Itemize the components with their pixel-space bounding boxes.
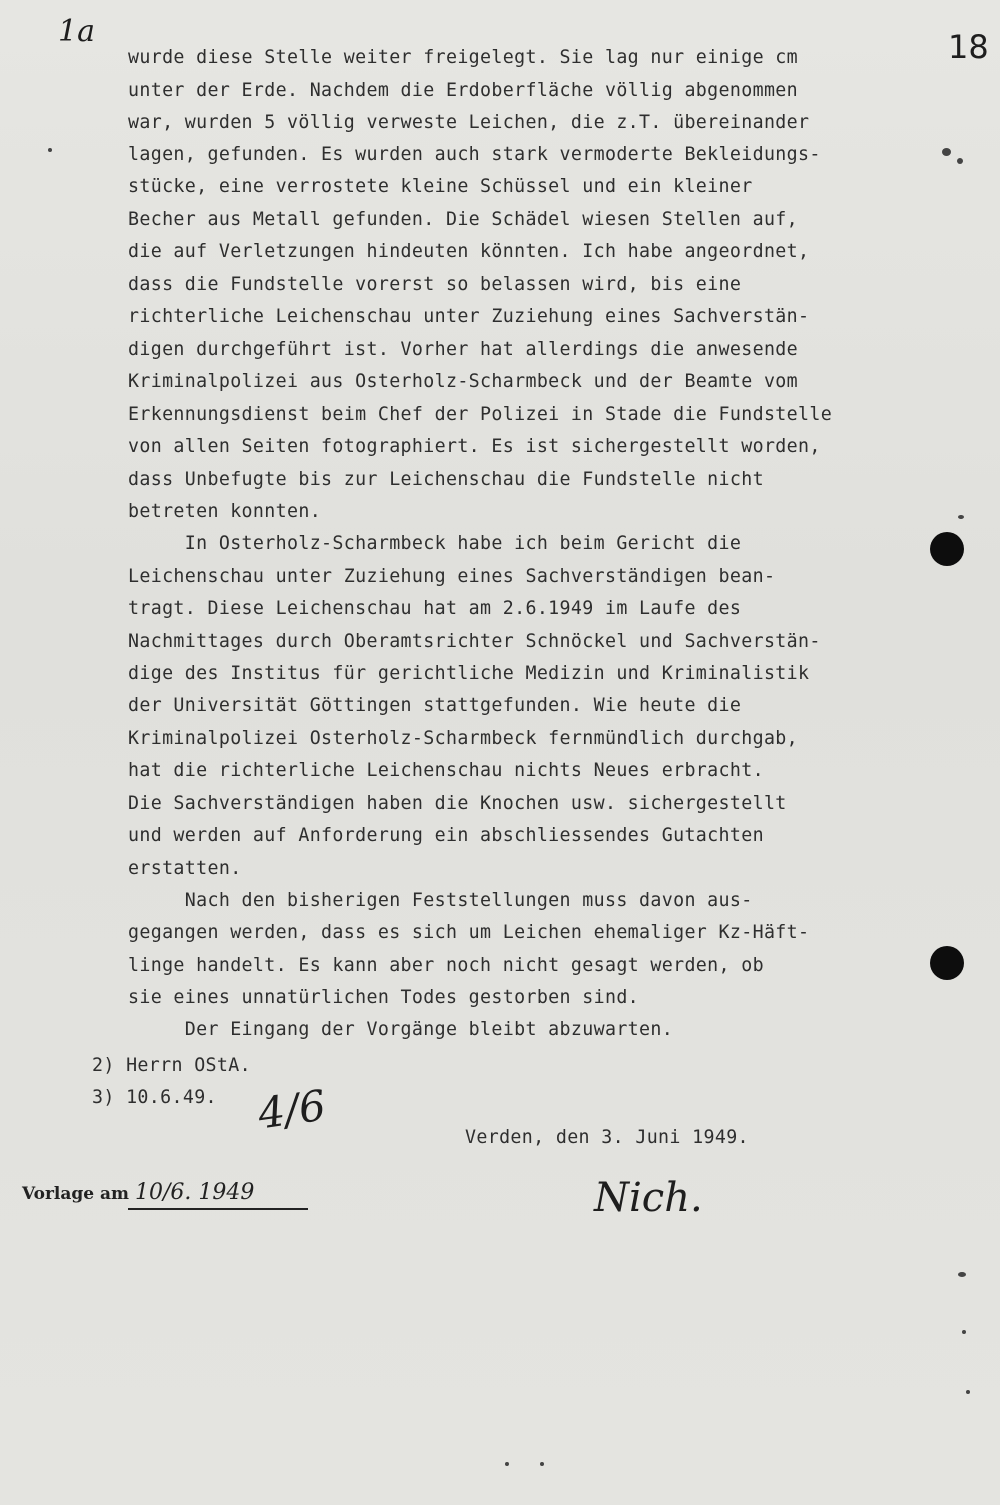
text-line: wurde diese Stelle weiter freigelegt. Sie lag nur einige cm: [128, 47, 799, 68]
text-line: Leichenschau unter Zuziehung eines Sachverständigen bean-: [128, 566, 776, 587]
text-line: lagen, gefunden. Es wurden auch stark vermoderte Bekleidungs-: [128, 144, 821, 165]
text-line: dige des Institus für gerichtliche Medizin und Kriminalistik: [128, 663, 810, 684]
text-line: dass die Fundstelle vorerst so belassen wird, bis eine: [128, 274, 742, 295]
text-line: dass Unbefugte bis zur Leichenschau die Fundstelle nicht: [128, 469, 764, 490]
note-line: 2) Herrn OStA.: [92, 1055, 251, 1076]
speck: [966, 1390, 970, 1394]
speck: [505, 1462, 509, 1466]
text-line: Die Sachverständigen haben die Knochen usw. sichergestellt: [128, 793, 787, 814]
text-line: linge handelt. Es kann aber noch nicht gesagt werden, ob: [128, 955, 764, 976]
text-line: stücke, eine verrostete kleine Schüssel und ein kleiner: [128, 176, 753, 197]
text-line: In Osterholz-Scharmbeck habe ich beim Gericht die: [128, 533, 742, 554]
text-line: tragt. Diese Leichenschau hat am 2.6.1949 im Laufe des: [128, 598, 742, 619]
punch-hole-top: [930, 532, 964, 566]
vorlage-label: Vorlage am: [22, 1184, 130, 1204]
text-line: von allen Seiten fotographiert. Es ist sichergestellt worden,: [128, 436, 821, 457]
text-line: Becher aus Metall gefunden. Die Schädel wiesen Stellen auf,: [128, 209, 799, 230]
speck: [957, 158, 963, 164]
text-line: gegangen werden, dass es sich um Leichen ehemaliger Kz-Häft-: [128, 922, 810, 943]
text-line: Nachmittages durch Oberamtsrichter Schnöckel und Sachverstän-: [128, 631, 821, 652]
place-date: Verden, den 3. Juni 1949.: [465, 1127, 749, 1148]
page-number: 18: [948, 28, 989, 66]
text-line: hat die richterliche Leichenschau nichts Neues erbracht.: [128, 760, 764, 781]
text-line: Kriminalpolizei aus Osterholz-Scharmbeck und der Beamte vom: [128, 371, 799, 392]
text-line: Erkennungsdienst beim Chef der Polizei in Stade die Fundstelle: [128, 404, 833, 425]
text-line: betreten konnten.: [128, 501, 322, 522]
text-line: unter der Erde. Nachdem die Erdoberfläche völlig abgenommen: [128, 80, 799, 101]
text-line: und werden auf Anforderung ein abschliessendes Gutachten: [128, 825, 764, 846]
page-mark-left: 1a: [58, 14, 95, 49]
text-line: Kriminalpolizei Osterholz-Scharmbeck fernmündlich durchgab,: [128, 728, 799, 749]
speck: [962, 1330, 966, 1334]
speck: [48, 148, 52, 152]
handwritten-initials: 4/6: [254, 1080, 329, 1139]
text-line: Der Eingang der Vorgänge bleibt abzuwarten.: [128, 1019, 674, 1040]
vorlage-underline: [128, 1208, 308, 1210]
speck: [942, 148, 951, 156]
speck: [958, 515, 964, 519]
text-line: der Universität Göttingen stattgefunden. Wie heute die: [128, 695, 742, 716]
punch-hole-bottom: [930, 946, 964, 980]
note-line: 3) 10.6.49.: [92, 1087, 217, 1108]
signature: Nich.: [594, 1175, 703, 1221]
text-line: erstatten.: [128, 858, 242, 879]
vorlage-date: 10/6. 1949: [134, 1180, 255, 1205]
text-line: sie eines unnatürlichen Todes gestorben sind.: [128, 987, 640, 1008]
text-line: war, wurden 5 völlig verweste Leichen, die z.T. übereinander: [128, 112, 810, 133]
speck: [540, 1462, 544, 1466]
speck: [958, 1272, 966, 1277]
vorlage-stamp: [22, 1180, 254, 1205]
text-line: richterliche Leichenschau unter Zuziehung eines Sachverstän-: [128, 306, 810, 327]
text-line: die auf Verletzungen hindeuten könnten. Ich habe angeordnet,: [128, 241, 810, 262]
text-line: Nach den bisherigen Feststellungen muss davon aus-: [128, 890, 753, 911]
text-line: digen durchgeführt ist. Vorher hat allerdings die anwesende: [128, 339, 799, 360]
